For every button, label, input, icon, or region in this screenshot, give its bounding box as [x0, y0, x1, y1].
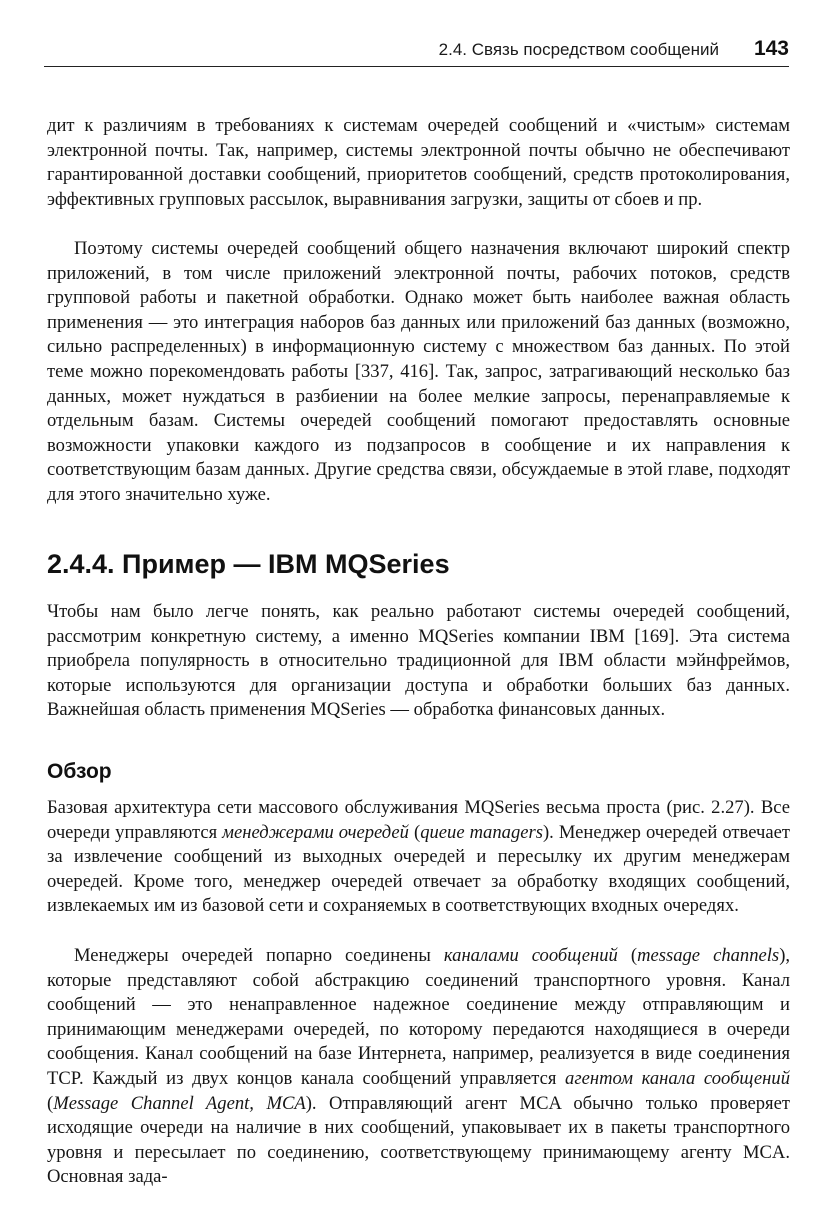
- term-mca: агентом канала сообщений: [565, 1067, 790, 1089]
- term-queue-managers-en: queue managers: [420, 821, 543, 843]
- section-heading: 2.4.4. Пример — IBM MQSeries: [47, 549, 450, 579]
- term-mca-en: Message Channel Agent, MCA: [53, 1092, 306, 1114]
- text-run: (: [408, 821, 421, 843]
- term-message-channels-en: message channels: [637, 945, 780, 966]
- term-message-channels: каналами сообщений: [443, 945, 618, 966]
- text-run: (: [617, 945, 638, 966]
- text-run: Менеджеры очередей попарно соединены: [74, 945, 444, 966]
- text-run: (: [47, 1092, 54, 1114]
- paragraph-message-channels: [47, 944, 790, 1190]
- paragraph-applications: Поэтому системы очередей сообщений общего назначения включают широкий спектр приложений, в том числе приложений электронной почты, рабочих потоков, средств групповой работы и пакетной обработки. Однако может быть наиболее важная область применения — это интеграция наборов баз данных или приложений баз данных (возможно, сильно распределенных) в информационную систему с множеством баз данных. По этой теме можно порекомендовать работы [337, 416]. Так, запрос, затрагивающий несколько баз данных, может нуждаться в разбиении на более мелкие запросы, перенаправляемые к отдельным базам. Системы очередей сообщений помогают предоставлять основные возможности упаковки каждого из подзапросов в сообщение и их направления к соответствующим базам данных. Другие средства связи, обсуждаемые в этой главе, подходят для этого значительно хуже.: [47, 238, 790, 505]
- paragraph-continuation: дит к различиям в требованиях к системам очередей сообщений и «чистым» системам электронной почты. Так, например, системы электронной почты обычно не обеспечивают гарантированной доставки сообщений, приоритетов сообщений, средств протоколирования, эффективных групповых рассылок, выравнивания загрузки, защиты от сбоев и пр.: [47, 115, 790, 210]
- paragraph-section-intro: Чтобы нам было легче понять, как реально работают системы очередей сообщений, рассмотрим конкретную систему, а именно MQSeries компании IBM [169]. Эта система приобрела популярность в относительно традиционной для IBM области мэйнфреймов, которые используются для организации доступа и обработки больших баз данных. Важнейшая область применения MQSeries — обработка финансовых данных.: [47, 601, 790, 721]
- text-run: ), которые представляют собой абстракцию соединений транспортного уровня. Канал сообщений — это ненаправленное надежное соединение между отправляющим и принимающим менеджерами очередей, по которому передаются находящиеся в очереди сообщения. Канал сообщений на базе Интернета, например, реализуется в виде соединения TCP. Каждый из двух концов канала сообщений управляется: [47, 945, 791, 1089]
- subsection-heading: Обзор: [47, 760, 112, 783]
- term-queue-managers: менеджерами очередей: [222, 821, 409, 843]
- page-number: 143: [753, 37, 789, 60]
- text-run: ). Менеджер очередей отвечает за извлечение сообщений из выходных очередей и пересылку их другим менеджерам очередей. Кроме того, менеджер очередей отвечает за обработку входящих сообщений, извлекаемых им из базовой сети и сохраняемых в соответствующих входных очередях.: [47, 821, 790, 917]
- running-header: [44, 34, 789, 67]
- text-run: Базовая архитектура сети массового обслуживания MQSeries весьма проста (рис. 2.27). Все очереди управляются: [47, 797, 790, 843]
- text-run: ). Отправляющий агент MCA обычно только проверяет исходящие очереди на наличие в них сообщений, упаковывает их в пакеты транспортного уровня и пересылает по соединению, соответствующему принимающему агенту MCA. Основная зада-: [47, 1092, 790, 1188]
- running-title: 2.4. Связь посредством сообщений: [438, 40, 719, 59]
- paragraph-overview: [47, 796, 790, 919]
